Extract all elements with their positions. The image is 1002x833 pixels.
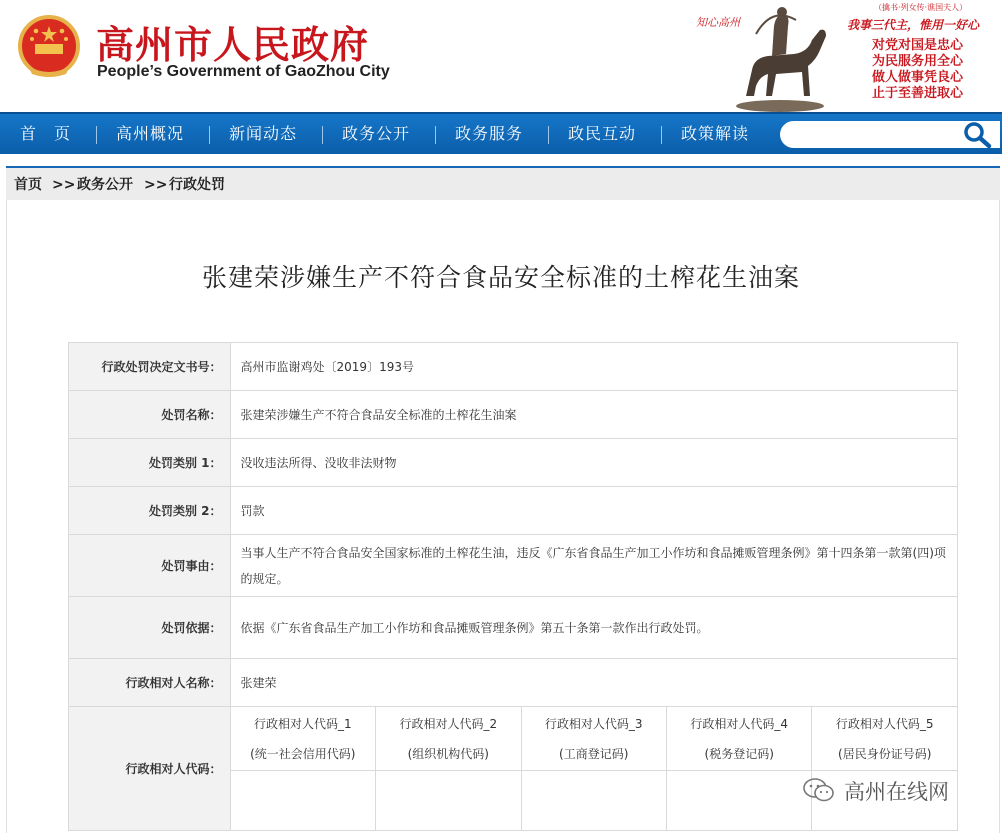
nav-item-interaction[interactable]: 政民互动 xyxy=(568,124,637,143)
table-row xyxy=(69,659,958,707)
site-header xyxy=(0,0,1002,112)
nav-separator xyxy=(209,126,210,144)
row-value: 依据《广东省食品生产加工小作坊和食品摊贩管理条例》第五十条第一款作出行政处罚。 xyxy=(230,597,957,659)
code-value-cell xyxy=(666,771,811,831)
nav-separator xyxy=(548,126,549,144)
row-label: 行政相对人代码： xyxy=(69,707,231,831)
horse-statue-icon xyxy=(716,0,836,112)
slogan-line-4: 止于至善进取心 xyxy=(872,86,964,101)
code-column-name: 行政相对人代码_2 xyxy=(399,716,498,731)
row-value: 没收违法所得、没收非法财物 xyxy=(230,439,957,487)
table-row xyxy=(69,707,958,771)
code-column-header xyxy=(230,707,375,771)
main-nav xyxy=(0,112,1002,154)
row-value: 罚款 xyxy=(230,487,957,535)
row-label: 行政相对人名称： xyxy=(69,659,231,707)
row-value: 高州市监谢鸡处〔2019〕193号 xyxy=(230,343,957,391)
nav-item-overview[interactable]: 高州概况 xyxy=(116,124,185,143)
search-icon[interactable] xyxy=(960,118,994,152)
code-column-header xyxy=(521,707,666,771)
wechat-icon xyxy=(802,777,836,803)
nav-item-news[interactable]: 新闻动态 xyxy=(229,124,298,143)
code-column-desc: (居民身份证号码) xyxy=(838,746,932,761)
nav-separator xyxy=(322,126,323,144)
code-column-desc: (工商登记码) xyxy=(559,746,629,761)
code-column-desc: (组织机构代码) xyxy=(407,746,489,761)
table-row xyxy=(69,535,958,597)
code-column-desc: (统一社会信用代码) xyxy=(250,746,356,761)
breadcrumb-separator: >> xyxy=(52,177,76,193)
code-column-header xyxy=(666,707,811,771)
table-row xyxy=(69,391,958,439)
table-row xyxy=(69,343,958,391)
brand-script: 知心高州 xyxy=(696,16,740,29)
code-column-header xyxy=(812,707,958,771)
breadcrumb-gov-affairs[interactable]: 政务公开 xyxy=(77,177,133,193)
code-value-cell xyxy=(376,771,521,831)
penalty-info-table xyxy=(68,342,958,831)
site-title[interactable]: 高州市人民政府 xyxy=(96,22,370,67)
code-value-cell xyxy=(521,771,666,831)
site-subtitle: People’s Government of GaoZhou City xyxy=(97,63,390,80)
nav-separator xyxy=(661,126,662,144)
watermark-text: 高州在线网 xyxy=(844,780,949,804)
code-column-name: 行政相对人代码_1 xyxy=(253,716,352,731)
table-row xyxy=(69,439,958,487)
code-column-name: 行政相对人代码_4 xyxy=(690,716,789,731)
row-value: 张建荣 xyxy=(230,659,957,707)
nav-item-policy[interactable]: 政策解读 xyxy=(681,124,750,143)
row-value: 当事人生产不符合食品安全国家标准的土榨花生油，违反《广东省食品生产加工小作坊和食品摊贩管理条例》第十四条第一款第(四)项的规定。 xyxy=(230,535,957,597)
slogan-source: （擒书·列女传·谯国夫人） xyxy=(874,3,968,12)
breadcrumb-home[interactable]: 首页 xyxy=(14,177,42,193)
code-column-desc: (税务登记码) xyxy=(704,746,774,761)
slogan-line-3: 做人做事凭良心 xyxy=(872,70,964,85)
row-label: 处罚类别 1： xyxy=(69,439,231,487)
row-value: 张建荣涉嫌生产不符合食品安全标准的土榨花生油案 xyxy=(230,391,957,439)
nav-item-home[interactable]: 首 页 xyxy=(20,124,72,143)
slogan-script: 我事三代主，惟用一好心 xyxy=(847,18,980,32)
breadcrumb-separator: >> xyxy=(144,177,168,193)
slogan-line-1: 对党对国是忠心 xyxy=(872,38,964,53)
row-label: 处罚依据： xyxy=(69,597,231,659)
national-emblem-icon[interactable] xyxy=(18,14,80,80)
nav-item-gov-affairs[interactable]: 政务公开 xyxy=(342,124,411,143)
breadcrumb xyxy=(6,166,1000,200)
nav-separator xyxy=(435,126,436,144)
page-title: 张建荣涉嫌生产不符合食品安全标准的土榨花生油案 xyxy=(201,263,800,292)
code-column-name: 行政相对人代码_3 xyxy=(544,716,643,731)
row-label: 行政处罚决定文书号： xyxy=(69,343,231,391)
slogan-line-2: 为民服务用全心 xyxy=(872,54,964,69)
nav-separator xyxy=(96,126,97,144)
breadcrumb-penalty[interactable]: 行政处罚 xyxy=(169,177,225,193)
table-row xyxy=(69,597,958,659)
row-label: 处罚名称： xyxy=(69,391,231,439)
code-column-name: 行政相对人代码_5 xyxy=(835,716,934,731)
nav-item-services[interactable]: 政务服务 xyxy=(455,124,524,143)
row-label: 处罚事由： xyxy=(69,535,231,597)
table-row xyxy=(69,487,958,535)
code-column-header xyxy=(376,707,521,771)
code-value-cell xyxy=(230,771,375,831)
row-label: 处罚类别 2： xyxy=(69,487,231,535)
